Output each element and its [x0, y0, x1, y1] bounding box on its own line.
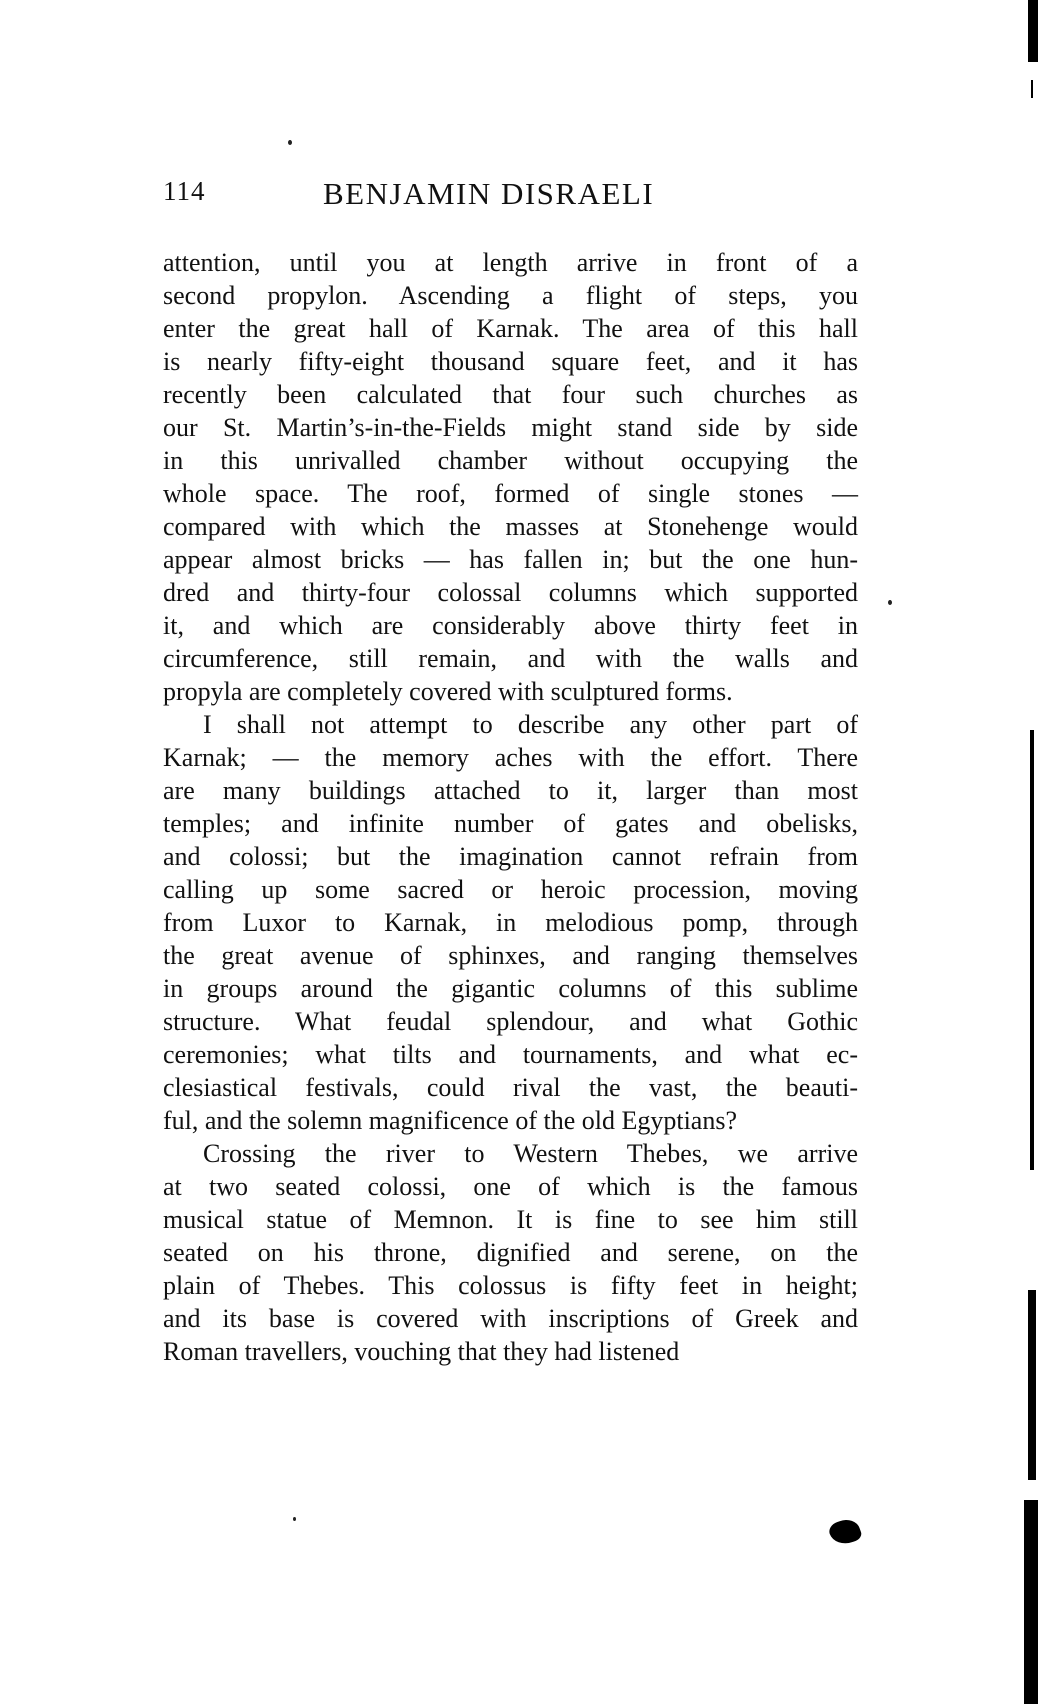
text-line: it, and which are considerably above thirty feet in: [163, 611, 858, 640]
text-line: clesiastical festivals, could rival the vast, the beauti-: [163, 1073, 858, 1102]
page-number: 114: [163, 176, 206, 206]
text-line: circumference, still remain, and with the walls and: [163, 644, 858, 673]
text-line: recently been calculated that four such churches as: [163, 380, 858, 409]
text-line: ful, and the solemn magnificence of the old Egyptians?: [163, 1106, 737, 1135]
text-line: structure. What feudal splendour, and what Gothic: [163, 1007, 858, 1036]
text-line: and its base is covered with inscriptions of Greek and: [163, 1304, 858, 1333]
text-line: compared with which the masses at Stonehenge would: [163, 512, 858, 541]
speck: [888, 600, 892, 605]
text-line: are many buildings attached to it, larger than most: [163, 776, 858, 805]
text-line: seated on his throne, dignified and serene, on the: [163, 1238, 858, 1267]
text-line: at two seated colossi, one of which is the famous: [163, 1172, 858, 1201]
text-line: our St. Martin’s-in-the-Fields might stand side by side: [163, 413, 858, 442]
text-line: whole space. The roof, formed of single stones —: [163, 479, 858, 508]
speck: [293, 1517, 296, 1521]
text-line: propyla are completely covered with sculptured forms.: [163, 677, 733, 706]
running-title: BENJAMIN DISRAELI: [323, 176, 655, 211]
text-line: attention, until you at length arrive in front of a: [163, 248, 858, 277]
text-line: plain of Thebes. This colossus is fifty feet in height;: [163, 1271, 858, 1300]
page-edge-shadow: [1031, 80, 1033, 98]
text-line: and colossi; but the imagination cannot refrain from: [163, 842, 858, 871]
text-line: temples; and infinite number of gates and obelisks,: [163, 809, 858, 838]
text-line: in this unrivalled chamber without occupying the: [163, 446, 858, 475]
page-edge-shadow: [1028, 0, 1038, 62]
body-text: [163, 246, 858, 1368]
text-line: Karnak; — the memory aches with the effort. There: [163, 743, 858, 772]
text-line: from Luxor to Karnak, in melodious pomp, through: [163, 908, 858, 937]
text-line: the great avenue of sphinxes, and ranging themselves: [163, 941, 858, 970]
text-line: appear almost bricks — has fallen in; but the one hun-: [163, 545, 858, 574]
text-line: calling up some sacred or heroic procession, moving: [163, 875, 858, 904]
page-edge-shadow: [1028, 1290, 1036, 1480]
text-line: second propylon. Ascending a flight of steps, you: [163, 281, 858, 310]
page-edge-shadow: [1030, 730, 1034, 1170]
text-line: musical statue of Memnon. It is fine to see him still: [163, 1205, 858, 1234]
text-line: dred and thirty-four colossal columns which supported: [163, 578, 858, 607]
text-line: Crossing the river to Western Thebes, we arrive: [203, 1139, 858, 1168]
text-line: I shall not attempt to describe any other part of: [203, 710, 858, 739]
text-line: in groups around the gigantic columns of this sublime: [163, 974, 858, 1003]
text-line: ceremonies; what tilts and tournaments, and what ec-: [163, 1040, 858, 1069]
ink-blot: [827, 1516, 863, 1549]
speck: [288, 140, 292, 145]
text-line: enter the great hall of Karnak. The area of this hall: [163, 314, 858, 343]
text-line: is nearly fifty-eight thousand square feet, and it has: [163, 347, 858, 376]
text-line: Roman travellers, vouching that they had listened: [163, 1337, 680, 1366]
page-edge-shadow: [1024, 1500, 1038, 1704]
running-header: [163, 176, 858, 216]
